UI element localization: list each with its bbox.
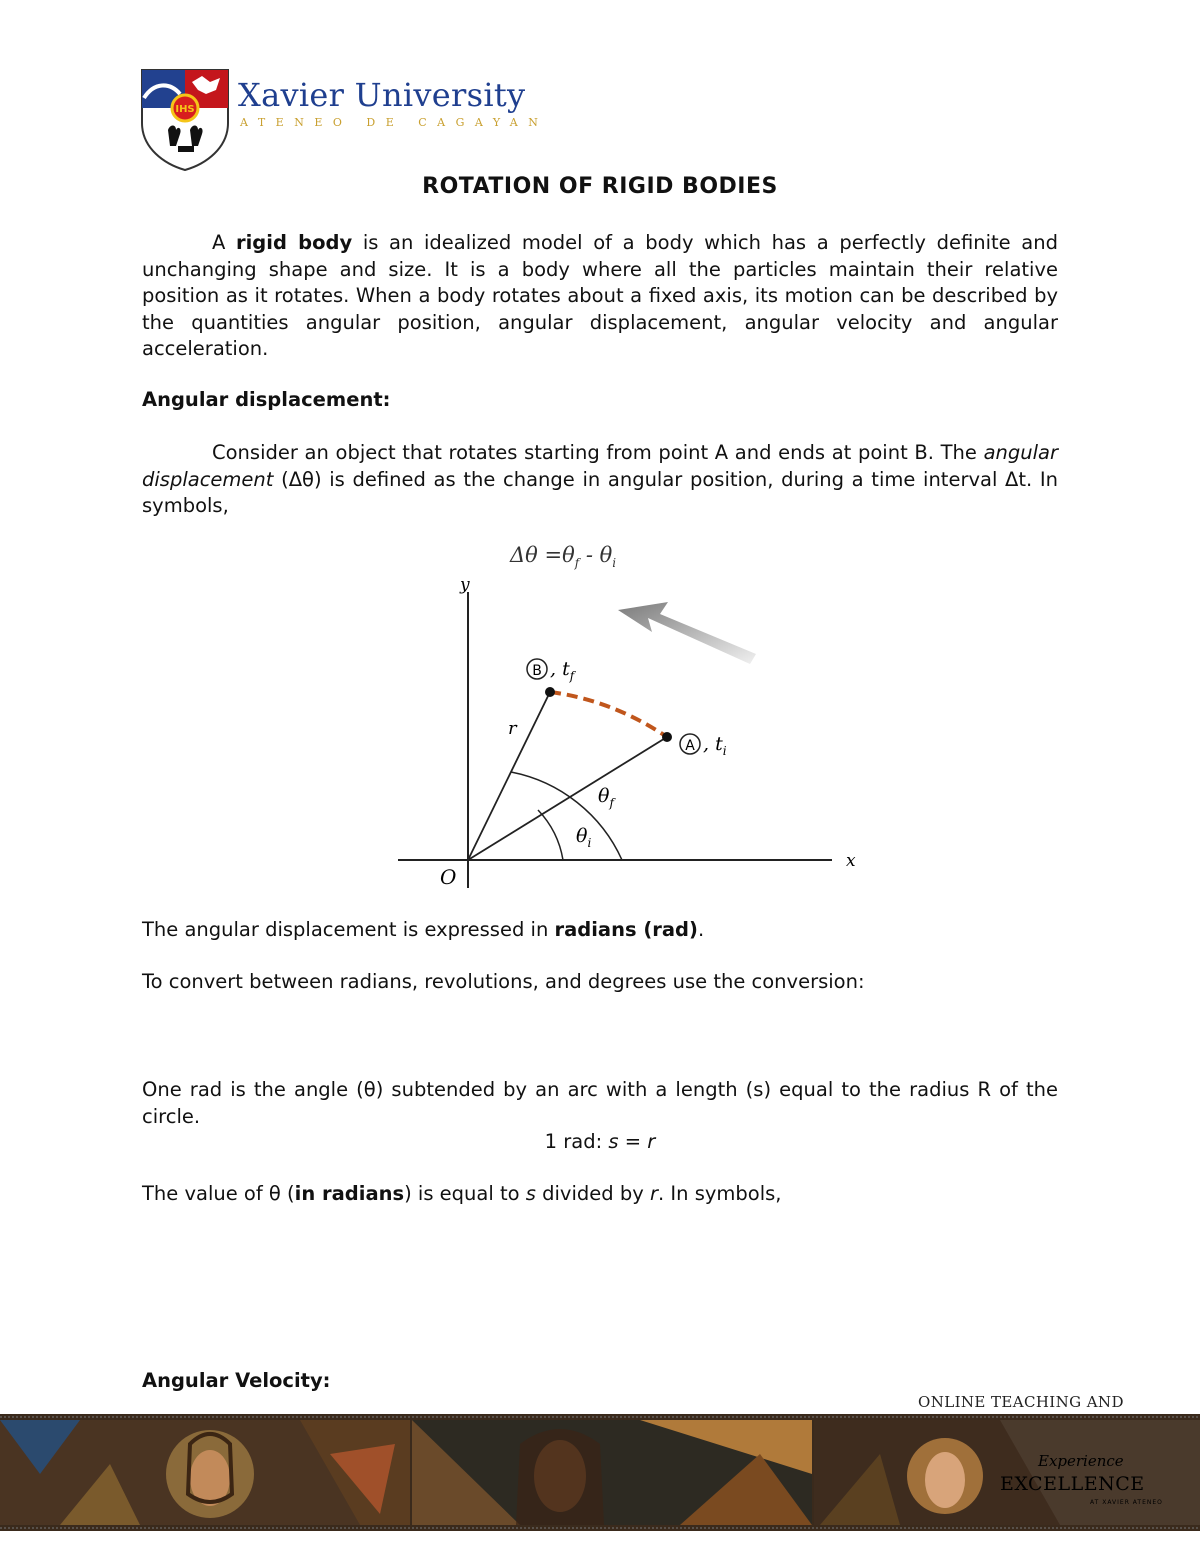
experience-text: Experience	[1038, 1452, 1124, 1470]
page-title: ROTATION OF RIGID BODIES	[422, 174, 778, 199]
theta-i-arc	[538, 810, 563, 860]
y-axis-label: y	[460, 575, 470, 595]
one-rad-equation: 1 rad: s = r	[544, 1130, 656, 1153]
online-teaching-label: ONLINE TEACHING AND	[918, 1393, 1124, 1411]
excellence-tagline: AT XAVIER ATENEO	[1090, 1499, 1163, 1506]
university-seal	[140, 68, 232, 172]
point-a-letter: A	[685, 738, 695, 754]
point-b-time: , $t_f$	[550, 658, 575, 683]
one-rad-definition: One rad is the angle (θ) subtended by an arc with a length (s) equal to the radius R of the circle.	[142, 1078, 1058, 1128]
point-a-time: , $t_i$	[703, 733, 727, 758]
origin-label: O	[440, 865, 457, 889]
displacement-arc	[550, 692, 667, 737]
radius-label: r	[508, 718, 517, 739]
displacement-formula: $\Delta\theta =\theta_f - \theta_i$	[510, 543, 617, 570]
point-b	[545, 687, 555, 697]
svg-text:IHS: IHS	[175, 104, 195, 115]
angular-displacement-heading: Angular displacement:	[142, 388, 391, 411]
stained-glass-banner	[0, 1414, 1200, 1531]
intro-paragraph: A rigid body is an idealized model of a body which has a perfectly definite and unchanging shape and size. It is a body where all the particles maintain their relative position as it rotates. When a body rotates about a fixed axis, its motion can be described by the quantities angular position, angular displacement, angular velocity and angular acceleration.	[142, 231, 1058, 360]
angular-displacement-paragraph: Consider an object that rotates starting from point A and ends at point B. The angular displacement (Δθ) is defined as the change in angular position, during a time interval Δt. In symbols,	[142, 441, 1058, 517]
rigid-body-term: rigid body	[236, 231, 353, 254]
radians-line: The angular displacement is expressed in radians (rad).	[142, 918, 705, 941]
point-a	[662, 732, 672, 742]
rotation-arrow-icon	[618, 602, 756, 664]
theta-f-label: $\theta_f$	[598, 785, 614, 810]
angular-displacement-figure	[380, 530, 880, 900]
theta-i-label: $\theta_i$	[576, 825, 592, 850]
footer-banner	[0, 1414, 1200, 1531]
angular-velocity-heading: Angular Velocity:	[142, 1369, 331, 1392]
angular-displacement-term: angular displacement	[142, 441, 1058, 491]
university-name: Xavier University	[238, 76, 526, 114]
theta-value-line: The value of θ (in radians) is equal to s divided by r. In symbols,	[142, 1182, 782, 1205]
university-subtitle: ATENEO DE CAGAYAN	[240, 116, 549, 129]
point-b-letter: B	[532, 663, 542, 679]
conversion-line: To convert between radians, revolutions, and degrees use the conversion:	[142, 970, 865, 993]
x-axis-label: x	[846, 851, 856, 871]
excellence-text: EXCELLENCE	[1000, 1473, 1145, 1495]
